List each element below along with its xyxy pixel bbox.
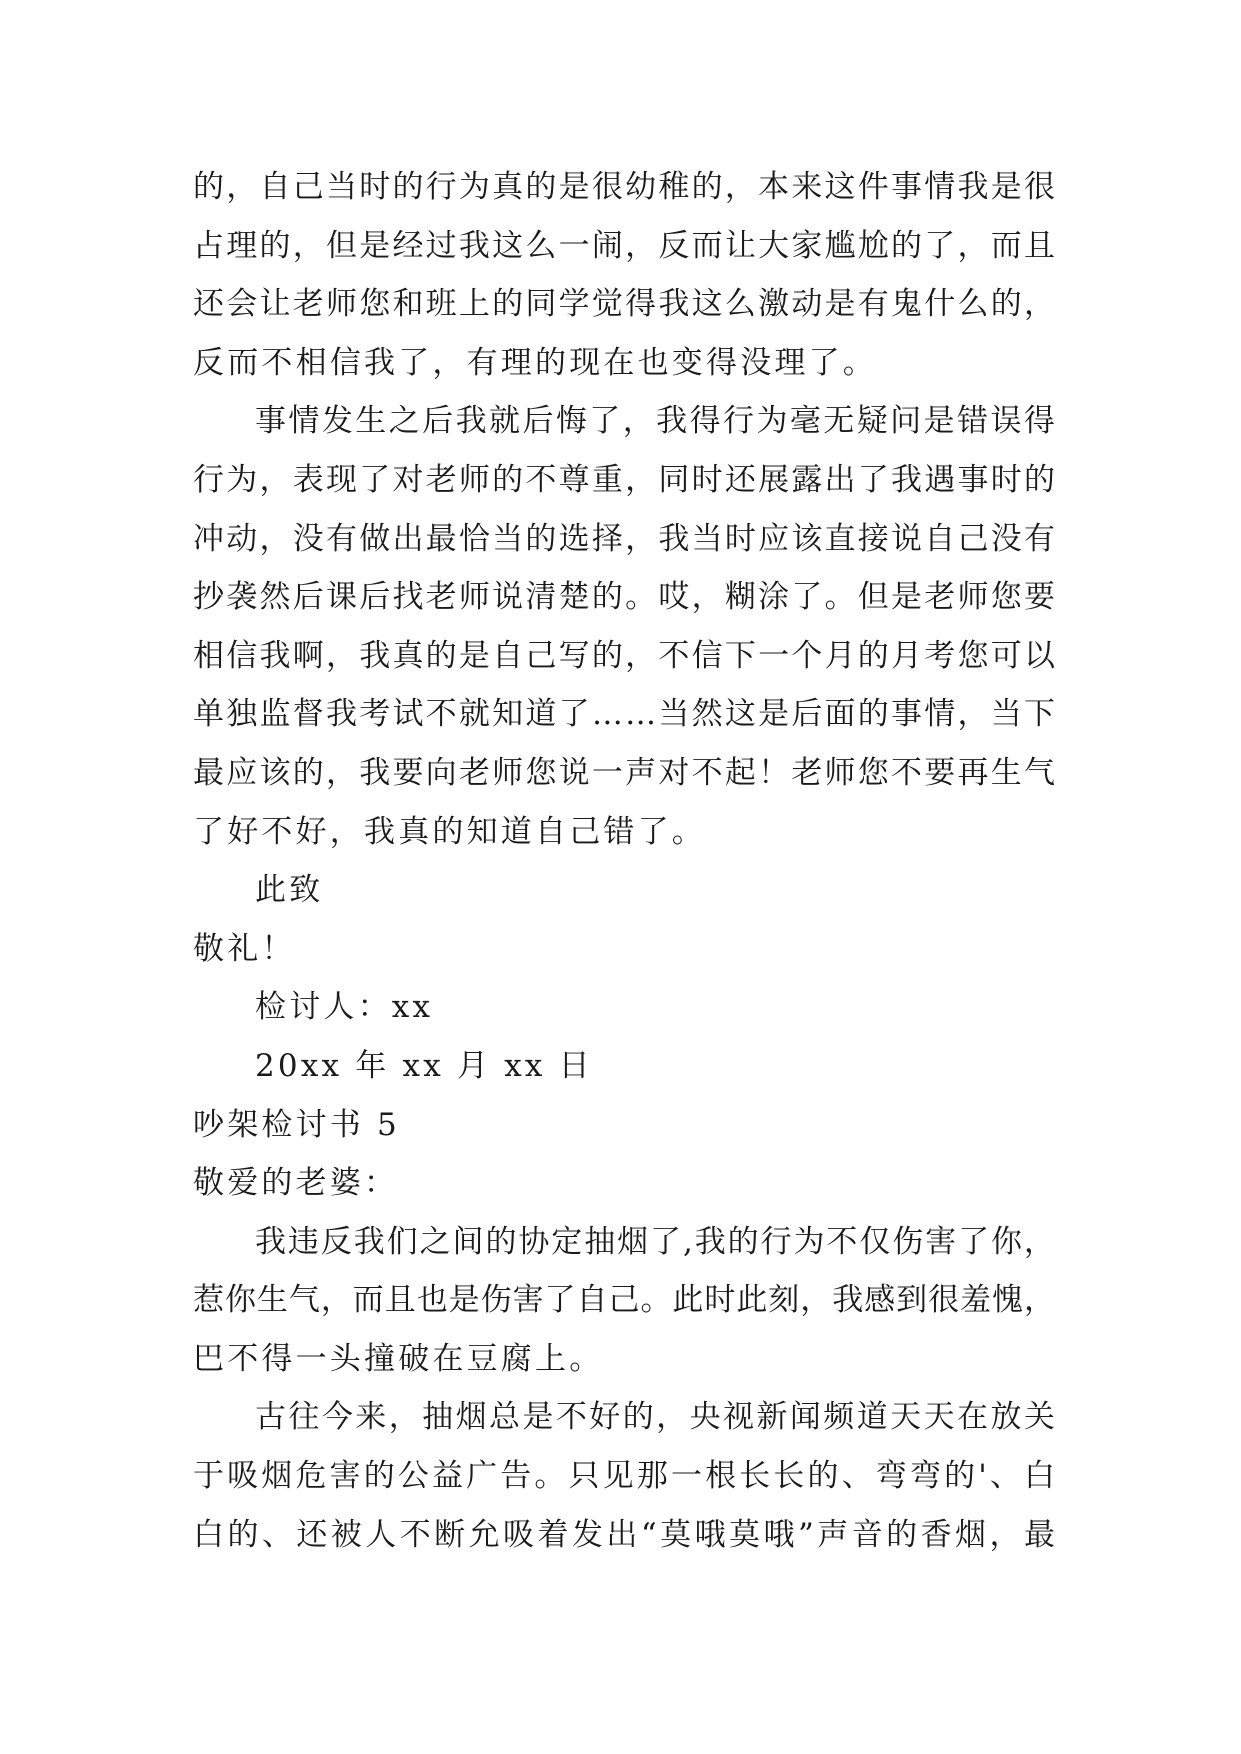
text-line: 敬爱的老婆：: [193, 1165, 399, 1202]
text-line: 敬礼！: [193, 930, 296, 967]
text-line: 抄袭然后课后找老师说清楚的。哎，糊涂了。但是老师您要: [193, 579, 1058, 616]
text-line: 此致: [255, 872, 324, 909]
text-line: 行为，表现了对老师的不尊重，同时还展露出了我遇事时的: [193, 461, 1058, 498]
text-line: 20xx 年 xx 月 xx 日: [255, 1047, 593, 1084]
text-line: 吵架检讨书 5: [193, 1106, 400, 1143]
text-line: 占理的，但是经过我这么一闹，反而让大家尴尬的了，而且: [193, 227, 1058, 264]
text-line: 白的、还被人不断允吸着发出“莫哦莫哦”声音的香烟，最: [193, 1516, 1059, 1553]
text-line: 我违反我们之间的协定抽烟了,我的行为不仅伤害了你，: [255, 1223, 1057, 1260]
text-line: 巴不得一头撞破在豆腐上。: [193, 1340, 604, 1377]
text-line: 惹你生气，而且也是伤害了自己。此时此刻，我感到很羞愧，: [193, 1282, 1056, 1319]
text-line: 相信我啊，我真的是自己写的，不信下一个月的月考您可以: [193, 637, 1058, 674]
text-line: 单独监督我考试不就知道了……当然这是后面的事情，当下: [193, 696, 1058, 733]
text-line: 的，自己当时的行为真的是很幼稚的，本来这件事情我是很: [193, 169, 1058, 205]
text-line: 冲动，没有做出最恰当的选择，我当时应该直接说自己没有: [193, 520, 1058, 557]
text-line: 还会让老师您和班上的同学觉得我这么激动是有鬼什么的，: [193, 286, 1058, 323]
text-line: 古往今来，抽烟总是不好的，央视新闻频道天天在放关: [255, 1399, 1058, 1436]
text-line: 了好不好，我真的知道自己错了。: [193, 813, 706, 850]
text-line: 事情发生之后我就后悔了，我得行为毫无疑问是错误得: [255, 403, 1058, 440]
document-body: [193, 158, 1073, 1564]
text-line: 最应该的，我要向老师您说一声对不起！老师您不要再生气: [193, 754, 1058, 791]
text-line: 检讨人：xx: [255, 989, 434, 1026]
text-line: 于吸烟危害的公益广告。只见那一根长长的、弯弯的'、白: [193, 1458, 1059, 1495]
text-line: 反而不相信我了，有理的现在也变得没理了。: [193, 344, 877, 381]
